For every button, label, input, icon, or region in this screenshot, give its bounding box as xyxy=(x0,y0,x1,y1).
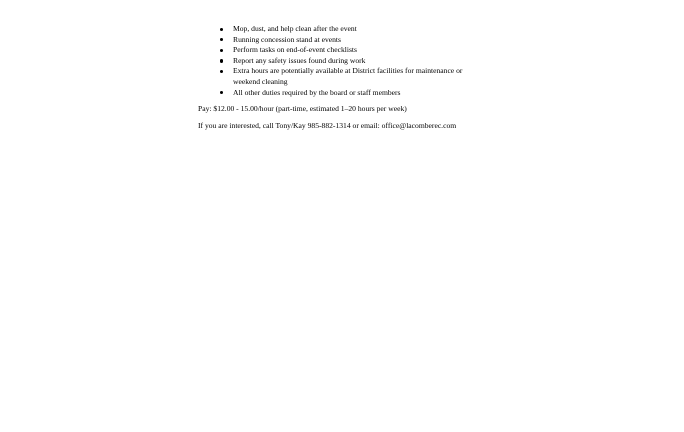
bullet-icon xyxy=(220,49,223,52)
list-item-text: Perform tasks on end-of-event checklists xyxy=(233,45,357,55)
list-item-text: Running concession stand at events xyxy=(233,34,341,44)
duties-list xyxy=(220,24,480,98)
list-item xyxy=(220,56,480,67)
list-item xyxy=(220,24,480,35)
list-item-text: All other duties required by the board or staff members xyxy=(233,87,401,97)
bullet-icon xyxy=(220,91,223,94)
bullet-icon xyxy=(220,70,223,73)
list-item xyxy=(220,45,480,56)
pay-info: Pay: $12.00 - 15.00/hour (part-time, estimated 1–20 hours per week) xyxy=(198,104,407,113)
contact-info: If you are interested, call Tony/Kay 985-882-1314 or email: office@lacomberec.com xyxy=(198,121,457,130)
bullet-icon xyxy=(220,38,223,41)
list-item-text: Extra hours are potentially available at District facilities for maintenance or weekend cleaning xyxy=(233,66,463,86)
list-item xyxy=(220,35,480,46)
bullet-icon xyxy=(220,28,223,31)
list-item xyxy=(220,88,480,99)
list-item-text: Report any safety issues found during work xyxy=(233,55,366,65)
list-item xyxy=(220,66,480,87)
list-item-text: Mop, dust, and help clean after the event xyxy=(233,24,357,33)
bullet-icon xyxy=(220,59,223,62)
